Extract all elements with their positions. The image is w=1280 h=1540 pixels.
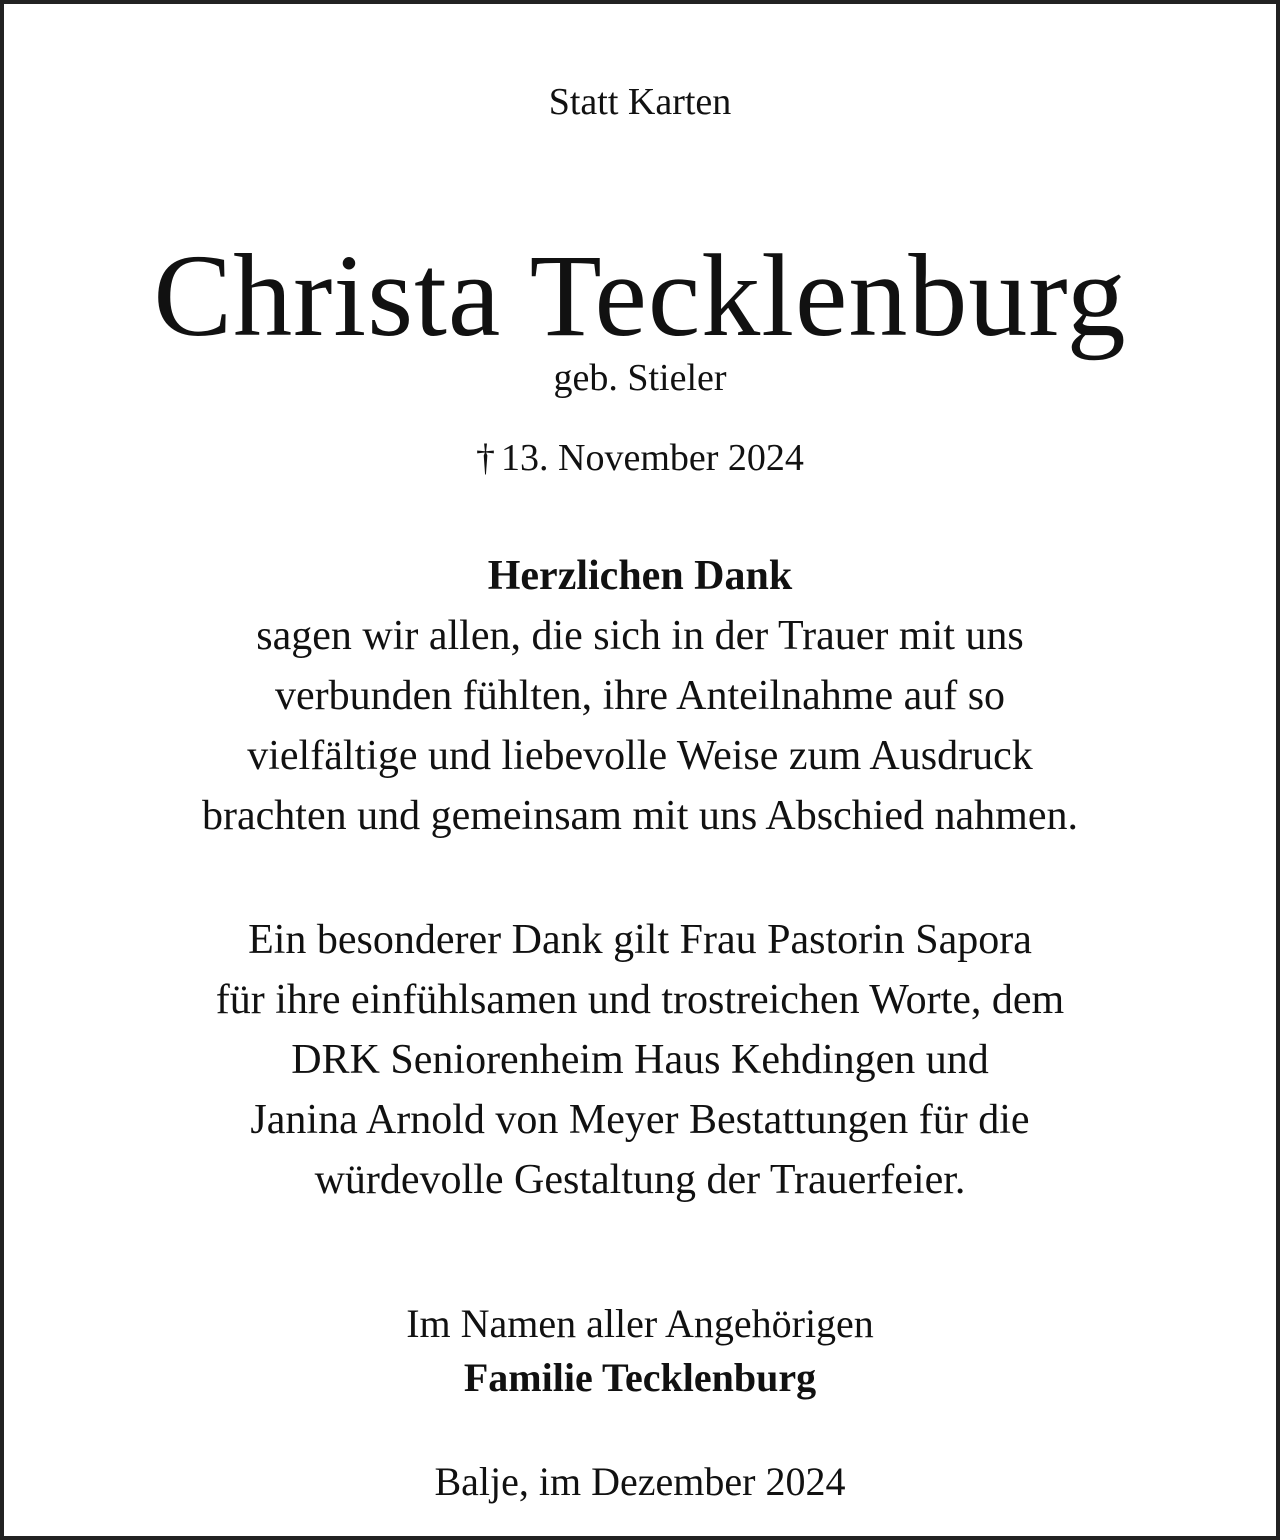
special-thanks-line: Ein besonderer Dank gilt Frau Pastorin Sapora [248, 917, 1032, 963]
thanks-title: Herzlichen Dank [487, 553, 793, 599]
deceased-name: Christa Tecklenburg [153, 230, 1127, 361]
death-date: 13. November 2024 [501, 437, 804, 479]
birth-name: geb. Stieler [553, 357, 727, 399]
pre-heading: Statt Karten [548, 81, 732, 123]
death-date-line [4, 434, 1276, 482]
thanks-paragraph [4, 606, 1276, 846]
thanks-line: verbunden fühlten, ihre Anteilnahme auf so [274, 673, 1006, 719]
thanks-line: brachten und gemeinsam mit uns Abschied nahmen. [202, 793, 1078, 839]
family-signature: Familie Tecklenburg [463, 1355, 817, 1400]
special-thanks-line: würdevolle Gestaltung der Trauerfeier. [314, 1157, 966, 1203]
special-thanks-paragraph [4, 910, 1276, 1210]
cross-icon: † [476, 437, 496, 479]
thanks-line: sagen wir allen, die sich in der Trauer mit uns [256, 613, 1024, 659]
closing-line: Im Namen aller Angehörigen [406, 1301, 874, 1346]
special-thanks-line: Janina Arnold von Meyer Bestattungen für die [250, 1097, 1030, 1143]
special-thanks-line: DRK Seniorenheim Haus Kehdingen und [291, 1037, 989, 1083]
place-and-date: Balje, im Dezember 2024 [434, 1459, 846, 1504]
special-thanks-line: für ihre einfühlsamen und trostreichen Worte, dem [215, 977, 1065, 1023]
thanks-line: vielfältige und liebevolle Weise zum Ausdruck [247, 733, 1033, 779]
